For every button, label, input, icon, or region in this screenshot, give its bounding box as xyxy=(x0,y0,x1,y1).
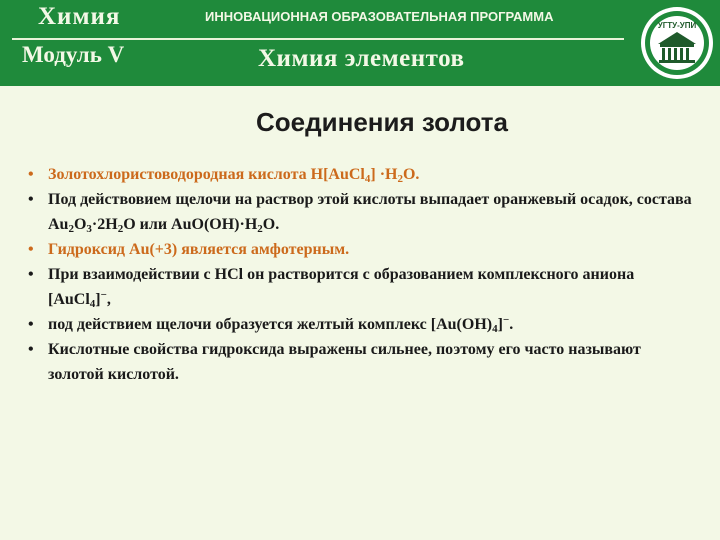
list-item xyxy=(28,312,698,337)
item-text: ] xyxy=(497,316,503,333)
header-divider xyxy=(12,38,624,40)
subscript: 3 xyxy=(86,223,92,235)
item-text: O. xyxy=(262,216,280,233)
list-item xyxy=(28,337,698,387)
item-text: O или Au xyxy=(123,216,192,233)
item-text: При взаимодействии с HCl он растворится с образованием комплексного аниона [AuCl xyxy=(48,266,635,308)
logo-text: УГТУ-УПИ xyxy=(657,21,697,30)
item-text: O. xyxy=(402,166,420,183)
page-title: Соединения золота xyxy=(256,107,508,137)
bullet-list xyxy=(28,162,698,387)
list-item xyxy=(28,237,698,262)
item-text: Гидроксид Au(+3) является амфотерным. xyxy=(48,241,350,258)
item-text: O(OH)·H xyxy=(191,216,258,233)
list-item xyxy=(28,187,698,237)
item-text: O xyxy=(73,216,87,233)
subscript: 4 xyxy=(89,298,96,310)
module-label: Модуль V xyxy=(22,42,125,67)
list-item xyxy=(28,262,698,312)
item-text: ·2H xyxy=(91,216,118,233)
item-text: под действием щелочи образуется желтый комплекс [Au(OH) xyxy=(48,316,493,333)
subscript: 2 xyxy=(117,223,124,235)
subscript: 2 xyxy=(257,223,263,235)
subscript: 2 xyxy=(68,223,74,235)
subject-title: Химия xyxy=(38,3,121,30)
item-text: Кислотные свойства гидроксида выражены сильнее, поэтому его часто называют золотой кислотой. xyxy=(48,341,641,383)
program-label: ИННОВАЦИОННАЯ ОБРАЗОВАТЕЛЬНАЯ ПРОГРАММА xyxy=(205,9,554,24)
subscript: 2 xyxy=(397,173,403,185)
subscript: 4 xyxy=(492,323,498,335)
item-text: . xyxy=(509,316,514,333)
superscript: − xyxy=(100,289,107,301)
item-text: Золотохлористоводородная кислота H[AuCl xyxy=(48,166,365,183)
header-bar xyxy=(0,0,720,86)
university-logo-icon xyxy=(640,4,714,82)
item-text: ] xyxy=(95,291,101,308)
section-title: Химия элементов xyxy=(258,45,465,72)
superscript: − xyxy=(502,314,510,326)
item-text: ] ·H xyxy=(370,166,398,183)
item-text: Под действовием щелочи на раствор этой кислоты выпадает оранжевый осадок, состава Au xyxy=(48,191,692,233)
item-text: , xyxy=(106,291,111,308)
list-item xyxy=(28,162,698,187)
subscript: 4 xyxy=(364,173,371,185)
